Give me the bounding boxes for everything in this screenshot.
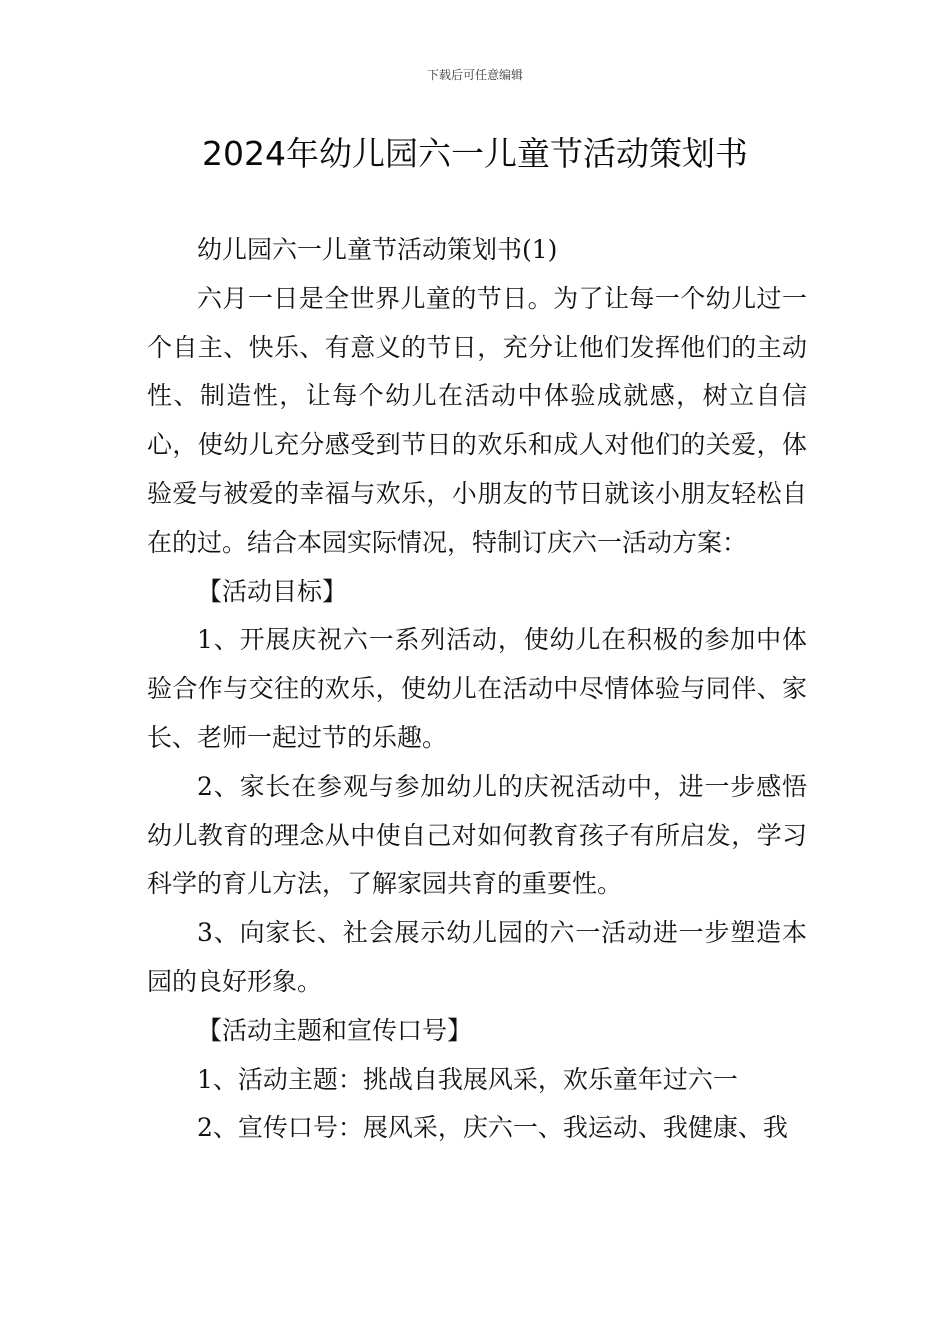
goal-item-2: 2、家长在参观与参加幼儿的庆祝活动中，进一步感悟幼儿教育的理念从中使自己对如何教育孩子有所启发，学习科学的育儿方法，了解家园共育的重要性。	[147, 771, 807, 899]
goal-item-3: 3、向家长、社会展示幼儿园的六一活动进一步塑造本园的良好形象。	[147, 918, 807, 996]
document-body	[147, 226, 807, 1153]
section-heading-theme: 【活动主题和宣传口号】	[197, 1015, 473, 1045]
subtitle-paragraph: 幼儿园六一儿童节活动策划书(1)	[197, 235, 558, 264]
goal-item-1: 1、开展庆祝六一系列活动，使幼儿在积极的参加中体验合作与交往的欢乐，使幼儿在活动中尽情体验与同伴、家长、老师一起过节的乐趣。	[147, 625, 807, 752]
theme-item-1: 1、活动主题：挑战自我展风采，欢乐童年过六一	[197, 1064, 738, 1094]
section-heading-goals: 【活动目标】	[197, 576, 348, 606]
document-title: 2024年幼儿园六一儿童节活动策划书	[202, 134, 748, 173]
theme-item-2: 2、宣传口号：展风采，庆六一、我运动、我健康、我	[197, 1113, 788, 1143]
intro-paragraph: 六月一日是全世界儿童的节日。为了让每一个幼儿过一个自主、快乐、有意义的节日，充分让他们发挥他们的主动性、制造性，让每个幼儿在活动中体验成就感，树立自信心，使幼儿充分感受到节日的欢乐和成人对他们的关爱，体验爱与被爱的幸福与欢乐，小朋友的节日就该小朋友轻松自在的过。结合本园实际情况，特制订庆六一活动方案：	[147, 283, 807, 557]
header-note: 下载后可任意编辑	[426, 68, 523, 82]
